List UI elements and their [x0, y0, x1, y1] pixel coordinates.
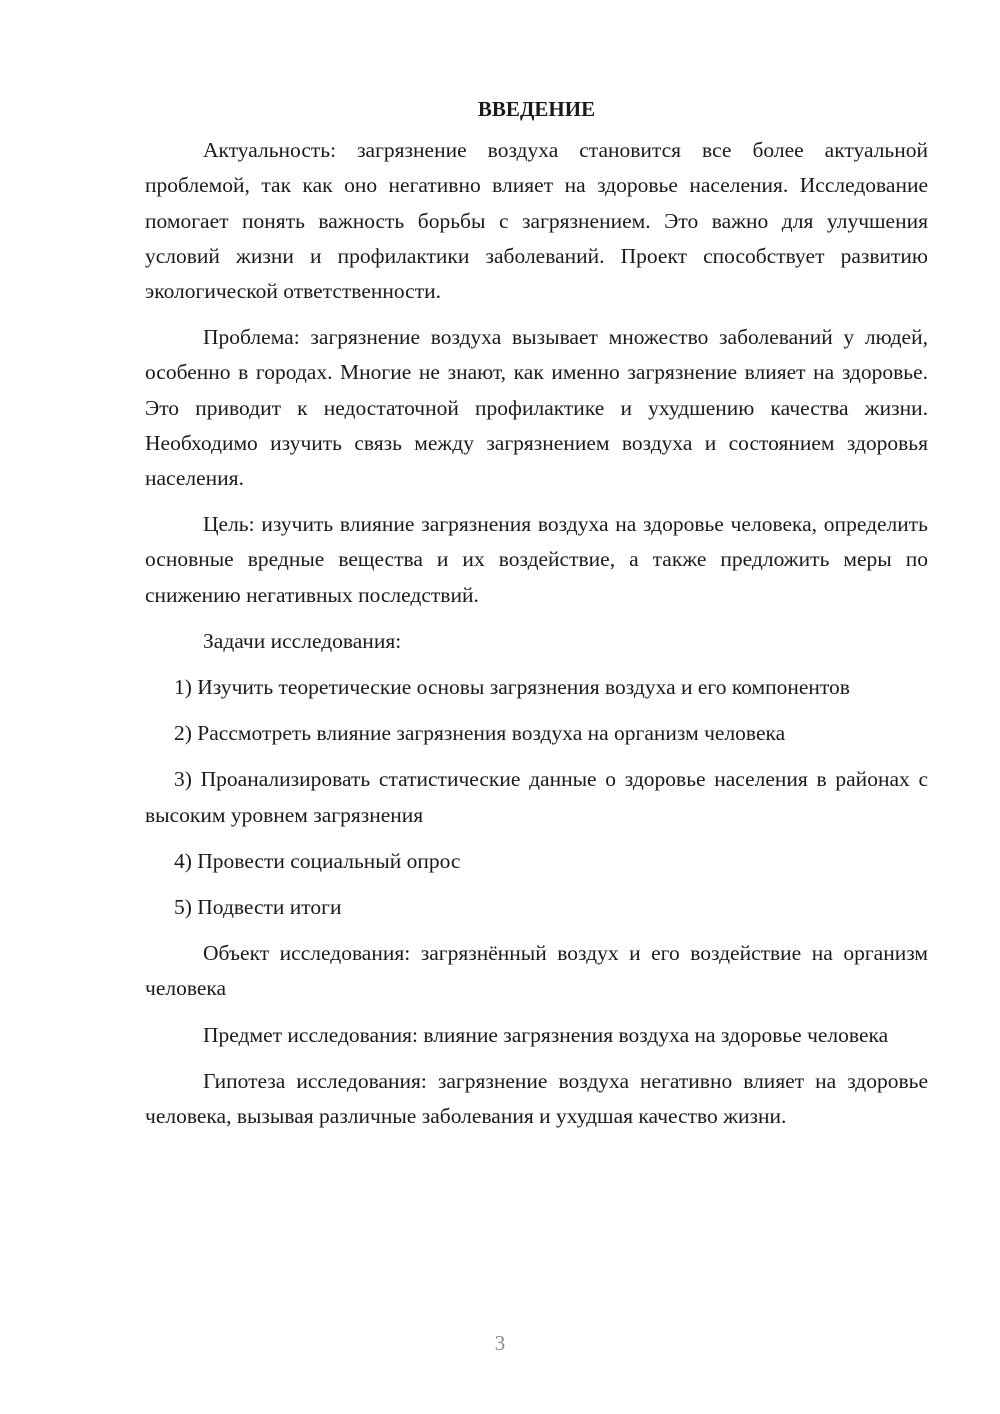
- problem-paragraph: Проблема: загрязнение воздуха вызывает множество заболеваний у людей, особенно в городах. Многие не знают, как именно загрязнение влияет на здоровье. Это приводит к недостаточной профилактике и ухудшению качества жизни. Необходимо изучить связь между загрязнением воздуха и состоянием здоровья населения.: [145, 325, 928, 491]
- task-item-3: 3) Проанализировать статистические данные о здоровье населения в районах с высоким уровнем загрязнения: [145, 767, 928, 827]
- task-item-4: 4) Провести социальный опрос: [174, 848, 461, 873]
- hypothesis-paragraph: Гипотеза исследования: загрязнение воздуха негативно влияет на здоровье человека, вызывая различные заболевания и ухудшая качество жизни.: [145, 1068, 928, 1129]
- task-item-2: 2) Рассмотреть влияние загрязнения воздуха на организм человека: [174, 721, 786, 746]
- tasks-heading: Задачи исследования:: [203, 628, 402, 653]
- relevance-paragraph: Актуальность: загрязнение воздуха становится все более актуальной проблемой, так как оно негативно влияет на здоровье населения. Исследование помогает понять важность борьбы с загрязнением. Это важно для улучшения условий жизни и профилактики заболеваний. Проект способствует развитию экологической ответственности.: [145, 138, 928, 304]
- object-paragraph: Объект исследования: загрязнённый воздух и его воздействие на организм человека: [145, 941, 928, 1001]
- tasks-list: [145, 670, 928, 925]
- subject-paragraph: Предмет исследования: влияние загрязнения воздуха на здоровье человека: [203, 1022, 889, 1047]
- document-page: [145, 92, 928, 1145]
- page-title: ВВЕДЕНИЕ: [477, 97, 596, 121]
- task-item-5: 5) Подвести итоги: [174, 895, 342, 920]
- page-number: 3: [494, 1331, 506, 1355]
- task-item-1: 1) Изучить теоретические основы загрязнения воздуха и его компонентов: [174, 675, 850, 700]
- goal-paragraph: Цель: изучить влияние загрязнения воздуха на здоровье человека, определить основные вредные вещества и их воздействие, а также предложить меры по снижению негативных последствий.: [145, 512, 928, 607]
